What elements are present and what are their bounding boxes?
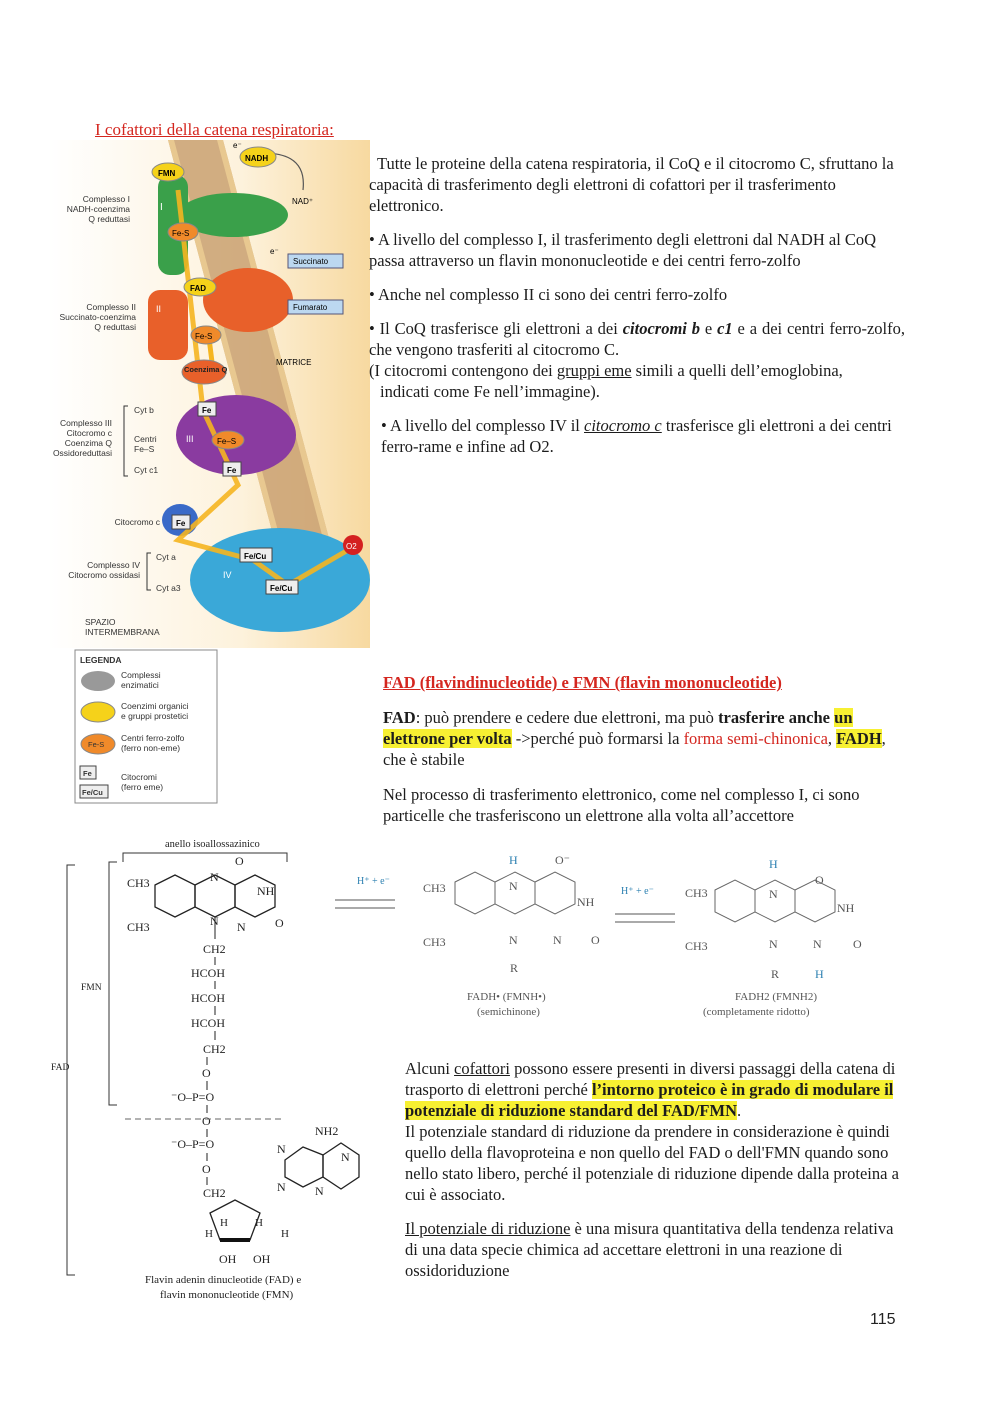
svg-text:e⁻: e⁻ bbox=[270, 247, 279, 256]
svg-text:Fe/Cu: Fe/Cu bbox=[270, 584, 293, 593]
svg-text:Fe: Fe bbox=[176, 519, 186, 528]
svg-text:O: O bbox=[815, 873, 824, 887]
svg-text:Cyt b: Cyt b bbox=[134, 405, 154, 415]
svg-text:Fe/Cu: Fe/Cu bbox=[244, 552, 267, 561]
svg-text:(ferro non-eme): (ferro non-eme) bbox=[121, 743, 181, 753]
svg-text:FADH• (FMNH•): FADH• (FMNH•) bbox=[467, 991, 546, 1003]
fad-paragraph: FAD: può prendere e cedere due elettroni, ma può trasferire anche un elettrone per volta ->perché può formarsi la forma semi-chinonica, FADH, che è stabile bbox=[383, 708, 886, 769]
svg-text:CH3: CH3 bbox=[423, 935, 446, 949]
svg-text:N: N bbox=[813, 937, 822, 951]
svg-text:H: H bbox=[255, 1217, 263, 1229]
svg-text:Cyt a: Cyt a bbox=[156, 552, 176, 562]
svg-text:H: H bbox=[205, 1228, 213, 1240]
svg-text:R: R bbox=[510, 961, 519, 975]
svg-text:Complesso IV: Complesso IV bbox=[87, 560, 140, 570]
svg-text:CH2: CH2 bbox=[203, 1186, 226, 1200]
svg-text:O: O bbox=[853, 937, 862, 951]
svg-text:⁻O–P=O: ⁻O–P=O bbox=[171, 1137, 215, 1151]
svg-text:II: II bbox=[156, 304, 162, 314]
svg-text:Fumarato: Fumarato bbox=[293, 303, 328, 312]
intro-cytochrome-note-2: indicati come Fe nell’immagine). bbox=[380, 382, 600, 401]
intro-bullet-coq: • Il CoQ trasferisce gli elettroni a dei citocromi b e c1 e a dei centri ferro-zolfo, che vengono trasferiti al citocromo C. bbox=[369, 319, 906, 359]
svg-text:CH3: CH3 bbox=[423, 881, 446, 895]
svg-text:N: N bbox=[553, 933, 562, 947]
svg-text:III: III bbox=[186, 434, 194, 444]
svg-text:O: O bbox=[235, 854, 244, 868]
svg-text:e⁻: e⁻ bbox=[233, 141, 242, 150]
svg-text:Cyt a3: Cyt a3 bbox=[156, 583, 181, 593]
fad-structure bbox=[45, 835, 365, 1305]
fad-electron-paragraph: Nel processo di trasferimento elettronico, come nel complesso I, ci sono particelle che trasferiscono un elettrone alla volta all’accettore bbox=[383, 785, 860, 825]
svg-text:Flavin adenin dinucleotide (FA: Flavin adenin dinucleotide (FAD) e bbox=[145, 1274, 302, 1286]
svg-text:Succinato: Succinato bbox=[293, 257, 329, 266]
svg-text:Q reduttasi: Q reduttasi bbox=[94, 322, 136, 332]
svg-text:N: N bbox=[509, 879, 518, 893]
svg-text:H⁺ + e⁻: H⁺ + e⁻ bbox=[357, 876, 390, 887]
svg-text:H⁺ + e⁻: H⁺ + e⁻ bbox=[621, 886, 654, 897]
svg-text:N: N bbox=[237, 920, 246, 934]
svg-text:FMN: FMN bbox=[158, 169, 176, 178]
svg-text:O: O bbox=[591, 933, 600, 947]
svg-text:N: N bbox=[277, 1180, 286, 1194]
svg-text:N: N bbox=[210, 914, 219, 928]
svg-text:enzimatici: enzimatici bbox=[121, 680, 159, 690]
svg-text:H: H bbox=[509, 853, 518, 867]
svg-text:FAD: FAD bbox=[190, 284, 206, 293]
svg-text:H: H bbox=[281, 1228, 289, 1240]
svg-text:Complessi: Complessi bbox=[121, 670, 161, 680]
svg-text:Complesso II: Complesso II bbox=[86, 302, 136, 312]
svg-text:Fe/Cu: Fe/Cu bbox=[82, 788, 103, 797]
svg-text:Fe-S: Fe-S bbox=[172, 229, 190, 238]
svg-text:NH: NH bbox=[257, 884, 275, 898]
svg-text:HCOH: HCOH bbox=[191, 1016, 226, 1030]
svg-text:CH3: CH3 bbox=[127, 920, 150, 934]
svg-text:O2: O2 bbox=[346, 542, 357, 551]
svg-text:Citocromo c: Citocromo c bbox=[66, 428, 112, 438]
svg-text:O: O bbox=[202, 1162, 211, 1176]
svg-text:O: O bbox=[202, 1066, 211, 1080]
page-number: 115 bbox=[870, 1311, 896, 1328]
svg-text:N: N bbox=[315, 1184, 324, 1198]
svg-text:NH2: NH2 bbox=[315, 1124, 339, 1138]
svg-text:N: N bbox=[277, 1142, 286, 1156]
svg-text:(semichinone): (semichinone) bbox=[477, 1006, 540, 1018]
svg-text:H: H bbox=[769, 857, 778, 871]
svg-text:IV: IV bbox=[223, 570, 232, 580]
svg-text:NH: NH bbox=[577, 895, 595, 909]
svg-text:Fe: Fe bbox=[202, 406, 212, 415]
svg-text:HCOH: HCOH bbox=[191, 991, 226, 1005]
svg-text:HCOH: HCOH bbox=[191, 966, 226, 980]
svg-text:CH3: CH3 bbox=[685, 939, 708, 953]
svg-text:Coenzima Q: Coenzima Q bbox=[184, 365, 228, 374]
svg-text:N: N bbox=[769, 937, 778, 951]
svg-text:Coenzimi organici: Coenzimi organici bbox=[121, 701, 189, 711]
svg-text:Centri ferro-zolfo: Centri ferro-zolfo bbox=[121, 733, 185, 743]
svg-text:NH: NH bbox=[837, 901, 855, 915]
svg-text:(completamente ridotto): (completamente ridotto) bbox=[703, 1006, 810, 1018]
svg-text:CH2: CH2 bbox=[203, 942, 226, 956]
svg-text:Fe–S: Fe–S bbox=[217, 437, 237, 446]
svg-text:N: N bbox=[769, 887, 778, 901]
svg-text:N: N bbox=[341, 1150, 350, 1164]
svg-text:H: H bbox=[815, 967, 824, 981]
svg-text:SPAZIO: SPAZIO bbox=[85, 617, 116, 627]
svg-text:MATRICE: MATRICE bbox=[276, 358, 312, 367]
svg-text:OH: OH bbox=[253, 1252, 271, 1266]
svg-text:(ferro eme): (ferro eme) bbox=[121, 782, 164, 792]
respiratory-chain-diagram bbox=[48, 140, 370, 805]
svg-text:anello isoallossazinico: anello isoallossazinico bbox=[165, 839, 260, 850]
intro-paragraph: Tutte le proteine della catena respiratoria, il CoQ e il citocromo C, sfruttano la capacità di trasferimento degli elettroni di cofattori per il trasferimento elettronico. bbox=[369, 154, 894, 215]
svg-text:e gruppi prostetici: e gruppi prostetici bbox=[121, 711, 189, 721]
svg-text:N: N bbox=[509, 933, 518, 947]
svg-text:Citocromo ossidasi: Citocromo ossidasi bbox=[68, 570, 140, 580]
svg-text:Complesso III: Complesso III bbox=[60, 418, 112, 428]
svg-text:OH: OH bbox=[219, 1252, 237, 1266]
svg-text:O⁻: O⁻ bbox=[555, 853, 570, 867]
reduction-potential-paragraph: Il potenziale di riduzione è una misura quantitativa della tendenza relativa di una data specie chimica ad accettare elettroni in una reazione di ossidoriduzione bbox=[405, 1219, 894, 1280]
svg-text:Fe: Fe bbox=[83, 769, 92, 778]
svg-text:Complesso I: Complesso I bbox=[82, 194, 130, 204]
svg-text:Ossidoreduttasi: Ossidoreduttasi bbox=[52, 448, 112, 458]
svg-text:Succinato-coenzima: Succinato-coenzima bbox=[59, 312, 136, 322]
bottom-block bbox=[405, 1058, 903, 1281]
section-title: I cofattori della catena respiratoria: bbox=[95, 120, 334, 139]
svg-text:H: H bbox=[220, 1217, 228, 1229]
cofactor-paragraph: Alcuni cofattori possono essere presenti in diversi passaggi della catena di trasporto di elettroni perché l’intorno proteico è in grado di modulare il potenziale di riduzione standard del FAD/FMN. bbox=[405, 1059, 896, 1120]
fad-title: FAD (flavindinucleotide) e FMN (flavin mononucleotide) bbox=[383, 673, 782, 692]
svg-text:N: N bbox=[210, 870, 219, 884]
svg-text:FAD: FAD bbox=[51, 1063, 70, 1073]
svg-text:Fe–S: Fe–S bbox=[134, 444, 155, 454]
intro-bullet-complex-4: • A livello del complesso IV il citocromo c trasferisce gli elettroni a dei centri ferro-rame e infine ad O2. bbox=[381, 416, 892, 456]
svg-text:CH2: CH2 bbox=[203, 1042, 226, 1056]
svg-text:NADH-coenzima: NADH-coenzima bbox=[66, 204, 130, 214]
svg-text:LEGENDA: LEGENDA bbox=[80, 655, 122, 665]
svg-text:O: O bbox=[275, 916, 284, 930]
svg-text:NADH: NADH bbox=[245, 154, 269, 163]
svg-text:FADH2 (FMNH2): FADH2 (FMNH2) bbox=[735, 991, 817, 1003]
svg-text:R: R bbox=[771, 967, 780, 981]
complex-2 bbox=[203, 268, 293, 332]
svg-text:Citocromo c: Citocromo c bbox=[114, 517, 160, 527]
fad-section bbox=[383, 672, 905, 826]
redox-scheme bbox=[325, 852, 885, 1027]
svg-text:I: I bbox=[160, 202, 163, 213]
svg-text:O: O bbox=[202, 1114, 211, 1128]
svg-text:NAD⁺: NAD⁺ bbox=[292, 197, 314, 206]
svg-text:Coenzima Q: Coenzima Q bbox=[64, 438, 112, 448]
intro-block bbox=[369, 153, 905, 457]
svg-text:Centri: Centri bbox=[134, 434, 157, 444]
svg-text:flavin mononucleotide (FMN): flavin mononucleotide (FMN) bbox=[160, 1289, 294, 1301]
intro-bullet-complex-2: • Anche nel complesso II ci sono dei centri ferro-zolfo bbox=[369, 285, 728, 304]
svg-text:Q reduttasi: Q reduttasi bbox=[88, 214, 130, 224]
svg-text:Cyt c1: Cyt c1 bbox=[134, 465, 159, 475]
svg-text:CH3: CH3 bbox=[685, 886, 708, 900]
intro-bullet-complex-1: • A livello del complesso I, il trasferimento degli elettroni dal NADH al CoQ passa attraverso un flavin mononucleotide e dei centri ferro-zolfo bbox=[369, 230, 877, 270]
svg-text:Fe: Fe bbox=[227, 466, 237, 475]
svg-text:CH3: CH3 bbox=[127, 876, 150, 890]
standard-potential-paragraph: Il potenziale standard di riduzione da prendere in considerazione è quindi quello della flavoproteina e non quello del FAD o dell'FMN quando sono nello stato libero, perché il potenziale di riduzione dipende dalla proteina a cui è associato. bbox=[405, 1122, 899, 1204]
intro-cytochrome-note: (I citocromi contengono dei gruppi eme simili a quelli dell’emoglobina, bbox=[369, 361, 843, 380]
svg-text:Fe-S: Fe-S bbox=[195, 332, 213, 341]
svg-text:Fe-S: Fe-S bbox=[88, 740, 105, 749]
svg-text:FMN: FMN bbox=[81, 983, 102, 993]
svg-text:INTERMEMBRANA: INTERMEMBRANA bbox=[85, 627, 160, 637]
svg-text:Citocromi: Citocromi bbox=[121, 772, 157, 782]
svg-text:⁻O–P=O: ⁻O–P=O bbox=[171, 1090, 215, 1104]
